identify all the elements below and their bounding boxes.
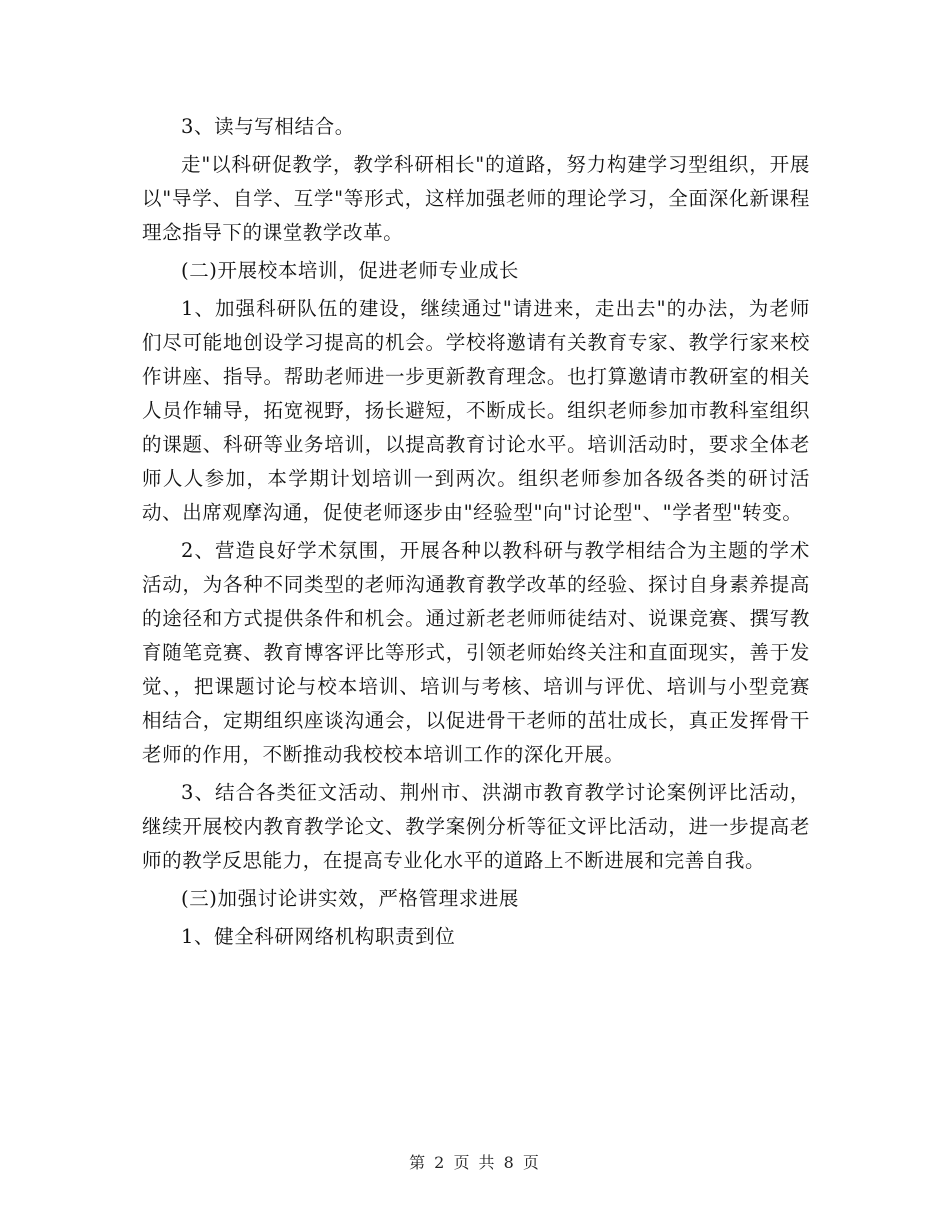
paragraph-research-teaching: 走"以科研促教学，教学科研相长"的道路，努力构建学习型组织，开展以"导学、自学、互学"等形式，这样加强老师的理论学习，全面深化新课程理念指导下的课堂教学改革。 — [142, 153, 810, 244]
paragraph-item-3-essay-activities: 3、结合各类征文活动、荆州市、洪湖市教育教学讨论案例评比活动，继续开展校内教育教学论文、教学案例分析等征文评比活动，进一步提高老师的教学反思能力，在提高专业化水平的道路上不断进展和完善自我。 — [142, 781, 810, 872]
paragraph-item-2-academic-atmosphere: 2、营造良好学术氛围，开展各种以教科研与教学相结合为主题的学术活动，为各种不同类型的老师沟通教育教学改革的经验、探讨自身素养提高的途径和方式提供条件和机会。通过新老老师师徒结对、说课竞赛、撰写教育随笔竞赛、教育博客评比等形式，引领老师始终关注和直面现实，善于发觉、，把课题讨论与校本培训、培训与考核、培训与评优、培训与小型竞赛相结合，定期组织座谈沟通会，以促进骨干老师的茁壮成长，真正发挥骨干老师的作用，不断推动我校校本培训工作的深化开展。 — [142, 539, 810, 766]
section-heading-3: (三)加强讨论讲实效，严格管理求进展 — [181, 887, 520, 910]
paragraph-item-1-network: 1、健全科研网络机构职责到位 — [181, 925, 456, 948]
paragraph-item-3-read-write: 3、读与写相结合。 — [181, 115, 355, 138]
document-body — [142, 110, 810, 954]
paragraph-item-1-research-team: 1、加强科研队伍的建设，继续通过"请进来，走出去"的办法，为老师们尽可能地创设学习提高的机会。学校将邀请有关教育专家、教学行家来校作讲座、指导。帮助老师进一步更新教育理念。也打算邀请市教研室的相关人员作辅导，拓宽视野，扬长避短，不断成长。组织老师参加市教科室组织的课题、科研等业务培训，以提高教育讨论水平。培训活动时，要求全体老师人人参加，本学期计划培训一到两次。组织老师参加各级各类的研讨活动、出席观摩沟通，促使老师逐步由"经验型"向"讨论型"、"学者型"转变。 — [142, 297, 810, 524]
page-footer: 第 2 页 共 8 页 — [409, 1153, 541, 1172]
section-heading-2: (二)开展校本培训，促进老师专业成长 — [181, 259, 520, 282]
